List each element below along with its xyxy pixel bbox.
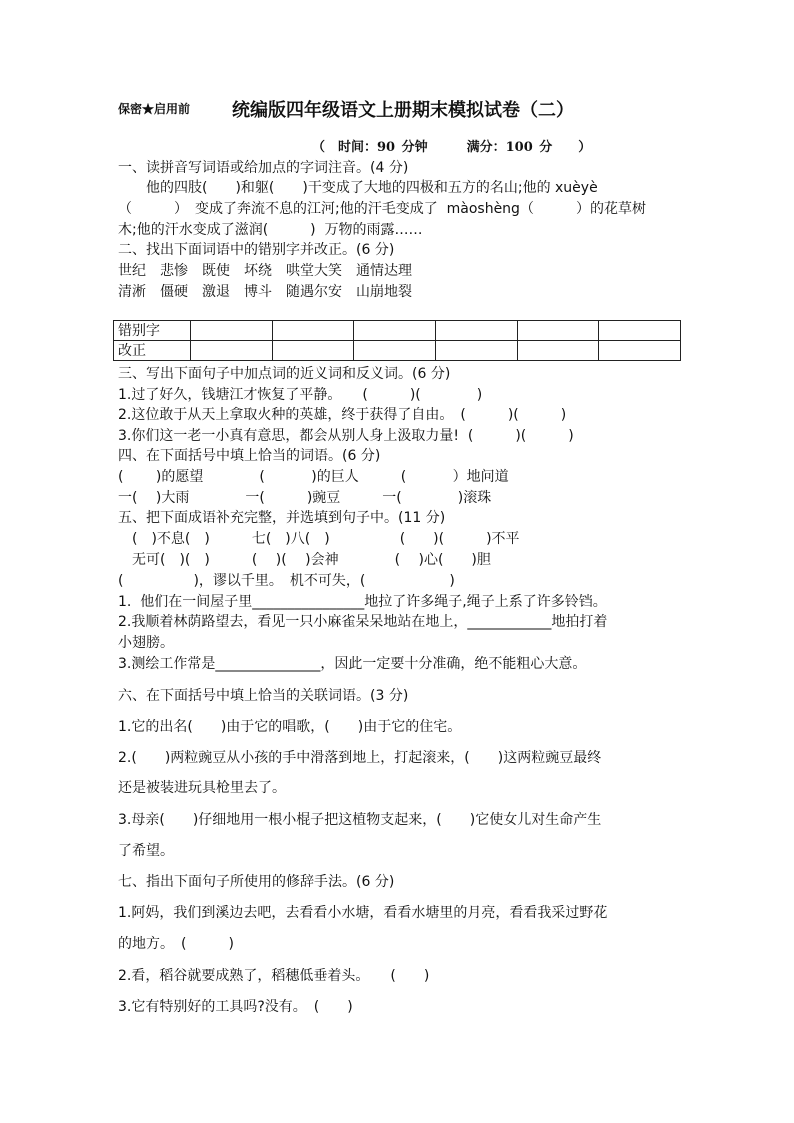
section5-line: 无可( )( ) ( )( )会神 ( )心( )胆 xyxy=(118,552,491,568)
answer-cell[interactable] xyxy=(354,341,436,361)
table-header-cell: 改正 xyxy=(114,341,191,361)
word: 山崩地裂 xyxy=(356,284,412,300)
word: 博斗 xyxy=(244,284,272,300)
section5-question: 1. 他们在一间屋子里________________地拉了许多绳子,绳子上系了许多铃铛。 xyxy=(118,594,607,610)
word: 通情达理 xyxy=(356,263,412,279)
answer-cell[interactable] xyxy=(191,321,273,341)
section5-question-cont: 小翅膀。 xyxy=(118,635,174,651)
section5-question: 2.我顺着林荫路望去，看见一只小麻雀呆呆地站在地上，____________地拍打着 xyxy=(118,614,608,630)
word: 激退 xyxy=(202,284,230,300)
correction-table xyxy=(113,320,681,361)
answer-cell[interactable] xyxy=(272,321,354,341)
section1-line: （ ） 变成了奔流不息的江河;他的汗毛变成了 màoshèng（ ）的花草树 xyxy=(118,201,646,217)
section4-heading: 四、在下面括号中填上恰当的词语。(6 分) xyxy=(118,448,381,464)
section4-line: 一( )大雨 一( )豌豆 一( )滚珠 xyxy=(118,490,492,506)
word: 悲惨 xyxy=(160,263,188,279)
section6-question: 2.( )两粒豌豆从小孩的手中滑落到地上，打起滚来，( )这两粒豌豆最终 xyxy=(118,750,602,766)
answer-cell[interactable] xyxy=(354,321,436,341)
answer-cell[interactable] xyxy=(517,321,599,341)
word: 清淅 xyxy=(118,284,146,300)
section7-question: 2.看，稻谷就要成熟了，稻穗低垂着头。 ( ) xyxy=(118,968,430,984)
answer-cell[interactable] xyxy=(599,321,681,341)
answer-cell[interactable] xyxy=(517,341,599,361)
exam-title: 统编版四年级语文上册期末模拟试卷（二） xyxy=(232,100,574,121)
section7-heading: 七、指出下面句子所使用的修辞手法。(6 分) xyxy=(118,874,395,890)
word: 既使 xyxy=(202,263,230,279)
section2-heading: 二、找出下面词语中的错别字并改正。(6 分) xyxy=(118,242,395,258)
word-row xyxy=(118,261,426,281)
section3-heading: 三、写出下面句子中加点词的近义词和反义词。(6 分) xyxy=(118,366,451,382)
section3-question: 3.你们这一老一小真有意思，都会从别人身上汲取力量! ( )( ) xyxy=(118,428,574,444)
section7-question: 1.阿妈，我们到溪边去吧，去看看小水塘，看看水塘里的月亮，看看我采过野花 xyxy=(118,905,608,921)
section5-line: ( )，谬以千里。 机不可失，( ) xyxy=(118,573,455,589)
word: 坏绕 xyxy=(244,263,272,279)
section6-question: 3.母亲( )仔细地用一根小棍子把这植物支起来，( )它使女儿对生命产生 xyxy=(118,812,602,828)
section1-line: 木;他的汗水变成了滋润( ) 万物的雨露…… xyxy=(118,222,423,238)
word: 僵硬 xyxy=(160,284,188,300)
table-row xyxy=(114,341,681,361)
section5-line: ( )不息( ) 七( )八( ) ( )( )不平 xyxy=(118,531,520,547)
section7-question: 3.它有特别好的工具吗?没有。 ( ) xyxy=(118,999,353,1015)
word-row xyxy=(118,282,426,302)
section1-line: 他的四肢( )和躯( )干变成了大地的四极和五方的名山;他的 xuèyè xyxy=(118,180,598,196)
answer-cell[interactable] xyxy=(435,321,517,341)
word: 世纪 xyxy=(118,263,146,279)
section3-question: 1.过了好久，钱塘江才恢复了平静。 ( )( ) xyxy=(118,387,483,403)
word: 哄堂大笑 xyxy=(286,263,342,279)
section6-heading: 六、在下面括号中填上恰当的关联词语。(3 分) xyxy=(118,688,409,704)
section6-question-cont: 了希望。 xyxy=(118,843,174,859)
section6-question: 1.它的出名( )由于它的唱歌，( )由于它的住宅。 xyxy=(118,719,462,735)
section6-question-cont: 还是被装进玩具枪里去了。 xyxy=(118,780,286,796)
time-score-info: （ 时间：90 分钟 满分：100 分 ） xyxy=(312,140,592,155)
section3-question: 2.这位敢于从天上拿取火种的英雄，终于获得了自由。 ( )( ) xyxy=(118,407,567,423)
answer-cell[interactable] xyxy=(435,341,517,361)
answer-cell[interactable] xyxy=(599,341,681,361)
section7-question-cont: 的地方。 ( ) xyxy=(118,936,234,952)
answer-cell[interactable] xyxy=(272,341,354,361)
table-header-cell: 错别字 xyxy=(114,321,191,341)
answer-cell[interactable] xyxy=(191,341,273,361)
word: 随遇尔安 xyxy=(286,284,342,300)
section1-heading: 一、读拼音写词语或给加点的字词注音。(4 分) xyxy=(118,160,409,176)
section4-line: ( )的愿望 ( )的巨人 ( ）地问道 xyxy=(118,469,509,485)
confidential-mark: 保密★启用前 xyxy=(118,102,191,116)
table-row xyxy=(114,321,681,341)
section5-heading: 五、把下面成语补充完整，并选填到句子中。(11 分) xyxy=(118,510,446,526)
section5-question: 3.测绘工作常是_______________，因此一定要十分准确，绝不能粗心大意。 xyxy=(118,656,587,672)
